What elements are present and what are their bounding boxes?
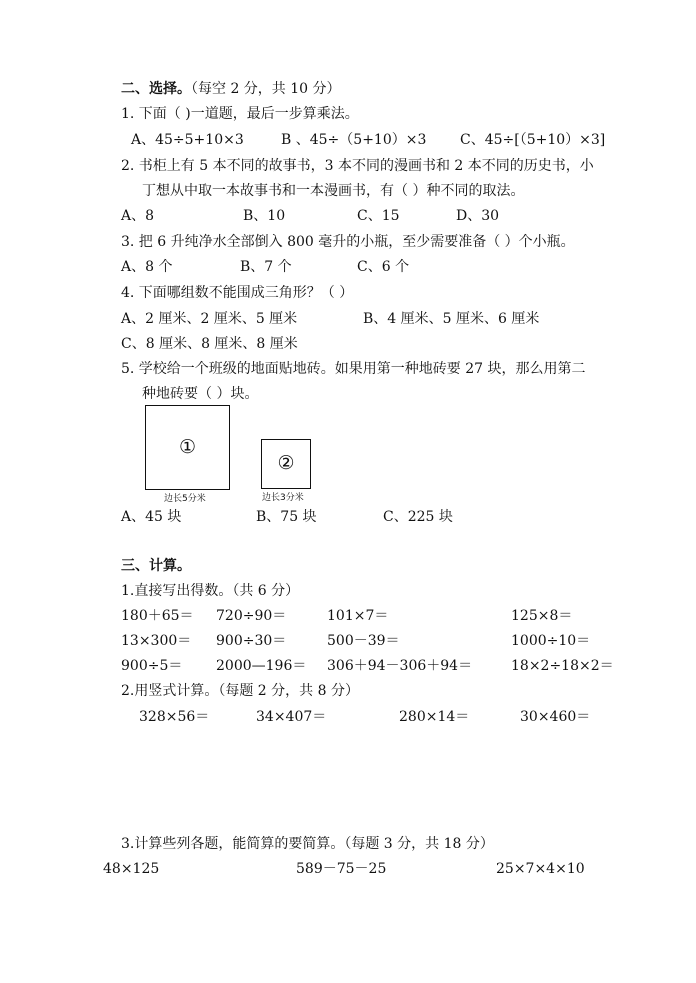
q5-option-b: B、75 块 xyxy=(256,509,317,525)
tile-1-caption: 边长5分米 xyxy=(164,494,206,504)
p1-cell: 125×8＝ xyxy=(511,608,573,624)
p1-cell: 1000÷10＝ xyxy=(511,633,591,649)
p1-cell: 900÷30＝ xyxy=(216,633,287,649)
q1-stem: 1. 下面（ )一道题，最后一步算乘法。 xyxy=(121,106,359,122)
p3-item: 48×125 xyxy=(103,861,160,877)
section3-heading: 三、计算。 xyxy=(121,558,191,574)
q2-option-b: B、10 xyxy=(243,208,286,224)
p1-cell: 13×300＝ xyxy=(121,633,192,649)
p1-cell: 500－39＝ xyxy=(327,633,400,649)
q3-option-b: B、7 个 xyxy=(240,259,292,275)
q2-option-d: D、30 xyxy=(456,208,500,224)
p2-item: 30×460＝ xyxy=(520,709,591,725)
tile-2-mark: ② xyxy=(277,452,295,474)
q1-option-c: C、45÷[（5+10）×3] xyxy=(460,132,606,148)
tile-2-caption: 边长3分米 xyxy=(262,493,304,503)
section2-heading-line xyxy=(121,79,341,99)
p2-item: 280×14＝ xyxy=(399,709,470,725)
q4-stem: 4. 下面哪组数不能围成三角形？（ ） xyxy=(121,285,354,301)
q2-stem-1: 2. 书柜上有 5 本不同的故事书，3 本不同的漫画书和 2 本不同的历史书，小 xyxy=(121,158,594,174)
p2-item: 328×56＝ xyxy=(139,709,210,725)
q5-option-c: C、225 块 xyxy=(383,509,453,525)
p3-item: 25×7×4×10 xyxy=(496,861,585,877)
p1-cell: 101×7＝ xyxy=(327,608,389,624)
p1-cell: 2000—196＝ xyxy=(216,658,307,674)
q4-option-a: A、2 厘米、2 厘米、5 厘米 xyxy=(121,311,298,327)
q5-stem-1: 5. 学校给一个班级的地面贴地砖。如果用第一种地砖要 27 块，那么用第二 xyxy=(121,361,586,377)
section2-score: （每空 2 分，共 10 分） xyxy=(191,81,341,97)
q1-option-b: B 、45÷（5+10）×3 xyxy=(281,132,427,148)
p2-item: 34×407＝ xyxy=(256,709,327,725)
q4-option-b: B、4 厘米、5 厘米、6 厘米 xyxy=(363,311,540,327)
p1-cell: 900÷5＝ xyxy=(121,658,183,674)
p1-cell: 306＋94－306＋94＝ xyxy=(327,658,473,674)
q2-stem-2: 丁想从中取一本故事书和一本漫画书，有（ ）种不同的取法。 xyxy=(142,183,525,199)
q3-option-a: A、8 个 xyxy=(121,259,173,275)
q5-stem-2: 种地砖要（ ）块。 xyxy=(142,386,259,402)
p3-item: 589－75－25 xyxy=(296,861,387,877)
section2-heading: 二、选择。 xyxy=(121,81,191,97)
q4-option-c: C、8 厘米、8 厘米、8 厘米 xyxy=(121,336,298,352)
p2-title: 2.用竖式计算。（每题 2 分，共 8 分） xyxy=(121,683,359,699)
p1-cell: 180＋65＝ xyxy=(121,608,194,624)
p1-title: 1.直接写出得数。（共 6 分） xyxy=(121,583,300,599)
p1-cell: 720÷90＝ xyxy=(216,608,287,624)
q1-option-a: A、45÷5+10×3 xyxy=(131,132,244,148)
q2-option-a: A、8 xyxy=(121,208,155,224)
q2-option-c: C、15 xyxy=(357,208,400,224)
p3-title: 3.计算些列各题，能简算的要简算。（每题 3 分，共 18 分） xyxy=(121,836,494,852)
q5-option-a: A、45 块 xyxy=(121,509,182,525)
q3-option-c: C、6 个 xyxy=(357,259,410,275)
p1-cell: 18×2÷18×2＝ xyxy=(511,658,614,674)
q3-stem: 3. 把 6 升纯净水全部倒入 800 毫升的小瓶，至少需要准备（ ）个小瓶。 xyxy=(121,234,575,250)
tile-1-mark: ① xyxy=(178,436,197,458)
